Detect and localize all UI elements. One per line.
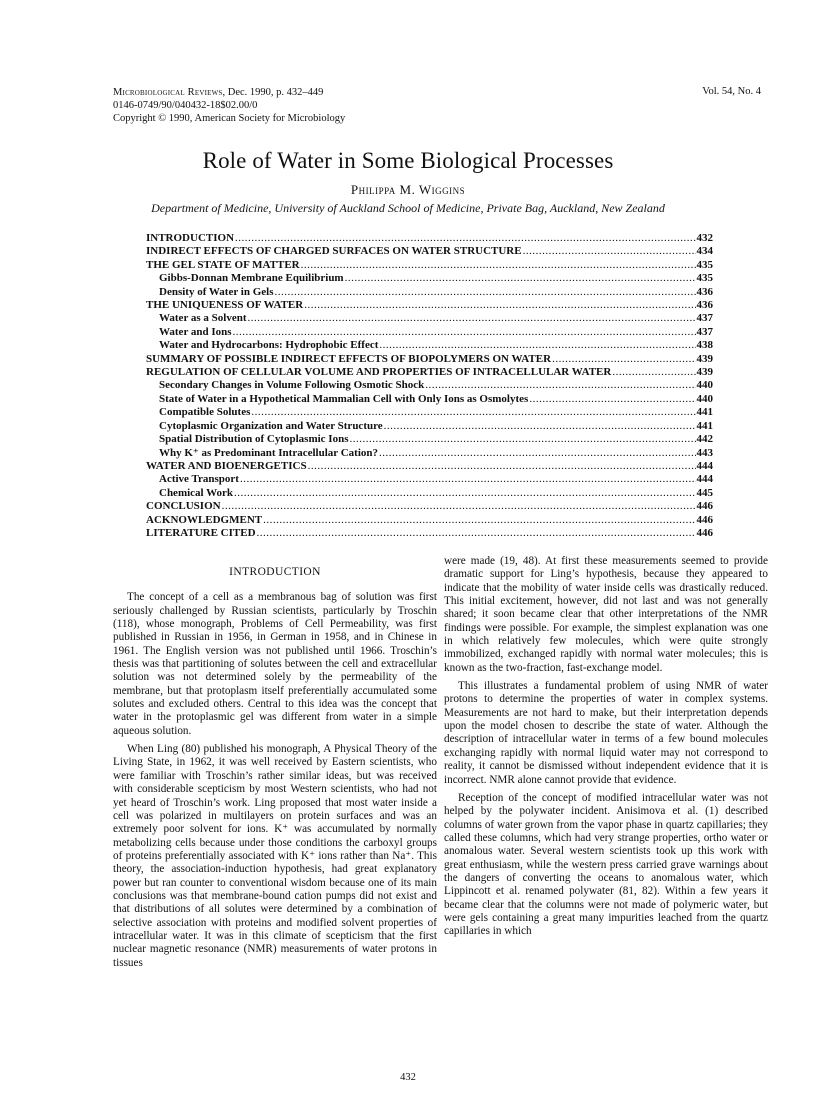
toc-entry [146,473,713,486]
toc-entry-label: THE GEL STATE OF MATTER [146,258,300,271]
toc-entry [146,379,713,392]
toc-leader-dots [257,527,696,540]
toc-entry-page: 436 [696,299,713,312]
journal-name: Microbiological Reviews [113,87,223,98]
toc-leader-dots [234,487,695,500]
body-paragraph: The concept of a cell as a membranous bag of solution was first seriously challenged by Russian scientists, particularly by Troschin (118), whose monograph, Problems of Cell Permeability, was first published in Russian in 1956, in German in 1958, and in Chinese in 1961. The English version was not published until 1966. Troschin’s thesis was that partitioning of solutes between the cell and extracellular solution was not determined solely by the permeability of the membrane, but that protoplasm itself preferentially accumulated some solutes and excluded others. Central to this idea was the concept that water in the protoplasmic gel was different from water in a simple aqueous solution. [113,591,437,737]
article-title: Role of Water in Some Biological Processes [202,148,614,173]
toc-leader-dots [301,259,696,272]
toc-entry [146,259,713,272]
toc-entry [146,460,713,473]
toc-entry-label: SUMMARY OF POSSIBLE INDIRECT EFFECTS OF BIOPOLYMERS ON WATER [146,352,552,365]
toc-entry [146,500,713,513]
toc-entry-page: 441 [696,406,713,419]
toc-entry [146,339,713,352]
body-paragraph: were made (19, 48). At first these measurements seemed to provide dramatic support for Ling’s hypothesis, because they appeared to indicate that the mobility of water inside cells was drastically reduced. This initial excitement, however, did not last and was not generally shared; it soon became clear that other interpretations of the NMR findings were possible. For example, the simplest explanation was one in which relatively few molecules, which were quite strongly immobilized, exchanged rapidly with normal water molecules; this is known as the two-fraction, fast-exchange model. [444,555,768,674]
toc-leader-dots [235,232,695,245]
toc-entry-label: INDIRECT EFFECTS OF CHARGED SURFACES ON WATER STRUCTURE [146,245,522,258]
toc-entry-label: LITERATURE CITED [146,526,256,539]
toc-leader-dots [379,447,696,460]
toc-leader-dots [529,393,695,406]
toc-leader-dots [263,514,695,527]
body-paragraph: Reception of the concept of modified intracellular water was not helped by the polywater incident. Anisimova et al. (1) described columns of water grown from the vapor phase in quartz capillaries; they called these columns, which had very strange properties, ortho water or anomalous water. Several western scientists took up this work with great enthusiasm, while the western press carried grave warnings about the dangers of converting the oceans to anomalous water, which Lippincott et al. renamed polywater (81, 82). Within a few years it became clear that the columns were not made of polymeric water, but were gels containing a great many impurities leached from the quartz capillaries in which [444,791,768,938]
toc-entry [146,326,713,339]
toc-entry [146,393,713,406]
toc-entry-label: Why K⁺ as Predominant Intracellular Cation? [159,446,378,459]
toc-entry [146,420,713,433]
toc-entry-page: 435 [696,258,713,271]
toc-entry-label: Chemical Work [159,486,234,499]
toc-entry-page: 442 [696,433,713,446]
toc-entry [146,232,713,245]
toc-entry-label: Cytoplasmic Organization and Water Structure [159,419,383,432]
toc-entry [146,366,713,379]
toc-leader-dots [349,433,695,446]
toc-leader-dots [612,366,695,379]
journal-code: 0146-0749/90/040432-18$02.00/0 [113,100,258,111]
toc-entry-label: Active Transport [159,473,239,486]
toc-leader-dots [240,473,696,486]
toc-entry-page: 438 [696,339,713,352]
toc-entry-page: 439 [696,366,713,379]
author-name: Philippa M. Wiggins [350,182,466,197]
toc-leader-dots [274,286,695,299]
toc-entry-page: 446 [696,500,713,513]
toc-entry-page: 440 [696,392,713,405]
toc-entry [146,514,713,527]
toc-leader-dots [308,460,696,473]
page-number: 432 [400,1072,416,1083]
toc-entry-label: INTRODUCTION [146,232,235,244]
journal-citation: , Dec. 1990, p. 432–449 [222,87,324,98]
toc-entry-label: ACKNOWLEDGMENT [146,513,263,526]
toc-entry-page: 437 [696,312,713,325]
toc-entry [146,312,713,325]
toc-entry [146,286,713,299]
toc-entry-label: Water as a Solvent [159,312,247,325]
section-heading: INTRODUCTION [229,566,321,578]
toc-entry [146,245,713,258]
toc-entry-page: 436 [696,285,713,298]
journal-header [113,86,345,125]
toc-leader-dots [384,420,696,433]
toc-entry [146,353,713,366]
toc-entry [146,272,713,285]
toc-entry [146,487,713,500]
toc-leader-dots [233,326,696,339]
toc-leader-dots [222,500,696,513]
toc-leader-dots [251,406,695,419]
toc-leader-dots [523,245,696,258]
body-paragraph: When Ling (80) published his monograph, A Physical Theory of the Living State, in 1962, it was well received by Eastern scientists, who were familiar with Troschin’s rather similar ideas, but was received with considerable scepticism by most Western scientists, who had not yet heard of Troschin’s work. Ling proposed that most water inside a cell was polarized in multilayers on protein surfaces and was an extremely poor solvent for ions. K⁺ was accumulated by normally metabolizing cells because under those conditions the carboxyl groups of proteins preferentially associated with K⁺ ions rather than Na⁺. This theory, the association-induction hypothesis, had great explanatory power but ran counter to conventional wisdom because one of its main conclusions was that membrane-bound cation pumps did not exist and that distributions of all solutes were determined by a combination of selective association with proteins and modified solvent properties of intracellular water. It was in this climate of scepticism that the first nuclear magnetic resonance (NMR) measurements of water protons in tissues [113,743,437,969]
toc-entry-page: 444 [696,473,713,486]
toc-entry-page: 432 [696,232,713,244]
author-affiliation: Department of Medicine, University of Auckland School of Medicine, Private Bag, Auckland, New Zealand [151,201,665,215]
toc-leader-dots [379,339,695,352]
toc-leader-dots [425,379,695,392]
toc-entry-page: 446 [696,526,713,539]
toc-entry-page: 441 [696,419,713,432]
left-column [113,566,437,970]
toc-entry-label: Secondary Changes in Volume Following Osmotic Shock [159,379,425,392]
toc-entry-label: CONCLUSION [146,500,221,513]
toc-entry-label: State of Water in a Hypothetical Mammalian Cell with Only Ions as Osmolytes [159,392,529,405]
toc-entry-label: Water and Ions [159,325,232,338]
copyright-line: Copyright © 1990, American Society for Microbiology [113,113,346,124]
toc-entry [146,299,713,312]
toc-entry-page: 439 [696,352,713,365]
right-column [444,555,768,939]
toc-entry-label: Compatible Solutes [159,406,251,419]
toc-entry [146,527,713,540]
toc-entry-label: REGULATION OF CELLULAR VOLUME AND PROPERTIES OF INTRACELLULAR WATER [146,366,612,379]
toc-leader-dots [345,272,696,285]
volume-label: Vol. 54, No. 4 [702,86,761,97]
toc-entry-page: 434 [696,245,713,258]
toc-entry-label: Water and Hydrocarbons: Hydrophobic Effect [159,339,379,352]
toc-entry-label: Spatial Distribution of Cytoplasmic Ions [159,433,349,446]
toc-entry-label: Gibbs-Donnan Membrane Equilibrium [159,272,344,285]
toc-entry-page: 445 [696,486,713,499]
body-paragraph: This illustrates a fundamental problem of using NMR of water protons to determine the properties of water in complex systems. Measurements are not hard to make, but their interpretation depends upon the model chosen to describe the state of water. Although the description of intracellular water in terms of a few bound molecules exchanging rapidly with normal liquid water may not correspond to reality, it cannot be dismissed without independent evidence that it is incorrect. NMR alone cannot provide that evidence. [444,680,768,786]
toc-entry-label: THE UNIQUENESS OF WATER [146,299,304,312]
toc-leader-dots [552,353,695,366]
toc-entry [146,433,713,446]
toc-entry-page: 435 [696,272,713,285]
toc-leader-dots [304,299,695,312]
toc-leader-dots [248,312,696,325]
table-of-contents [146,232,713,540]
toc-entry-page: 437 [696,325,713,338]
toc-entry-page: 444 [696,459,713,472]
toc-entry-page: 440 [696,379,713,392]
toc-entry-label: Density of Water in Gels [159,285,274,298]
toc-entry-page: 443 [696,446,713,459]
toc-entry-label: WATER AND BIOENERGETICS [146,459,307,472]
toc-entry [146,406,713,419]
toc-entry [146,447,713,460]
toc-entry-page: 446 [696,513,713,526]
